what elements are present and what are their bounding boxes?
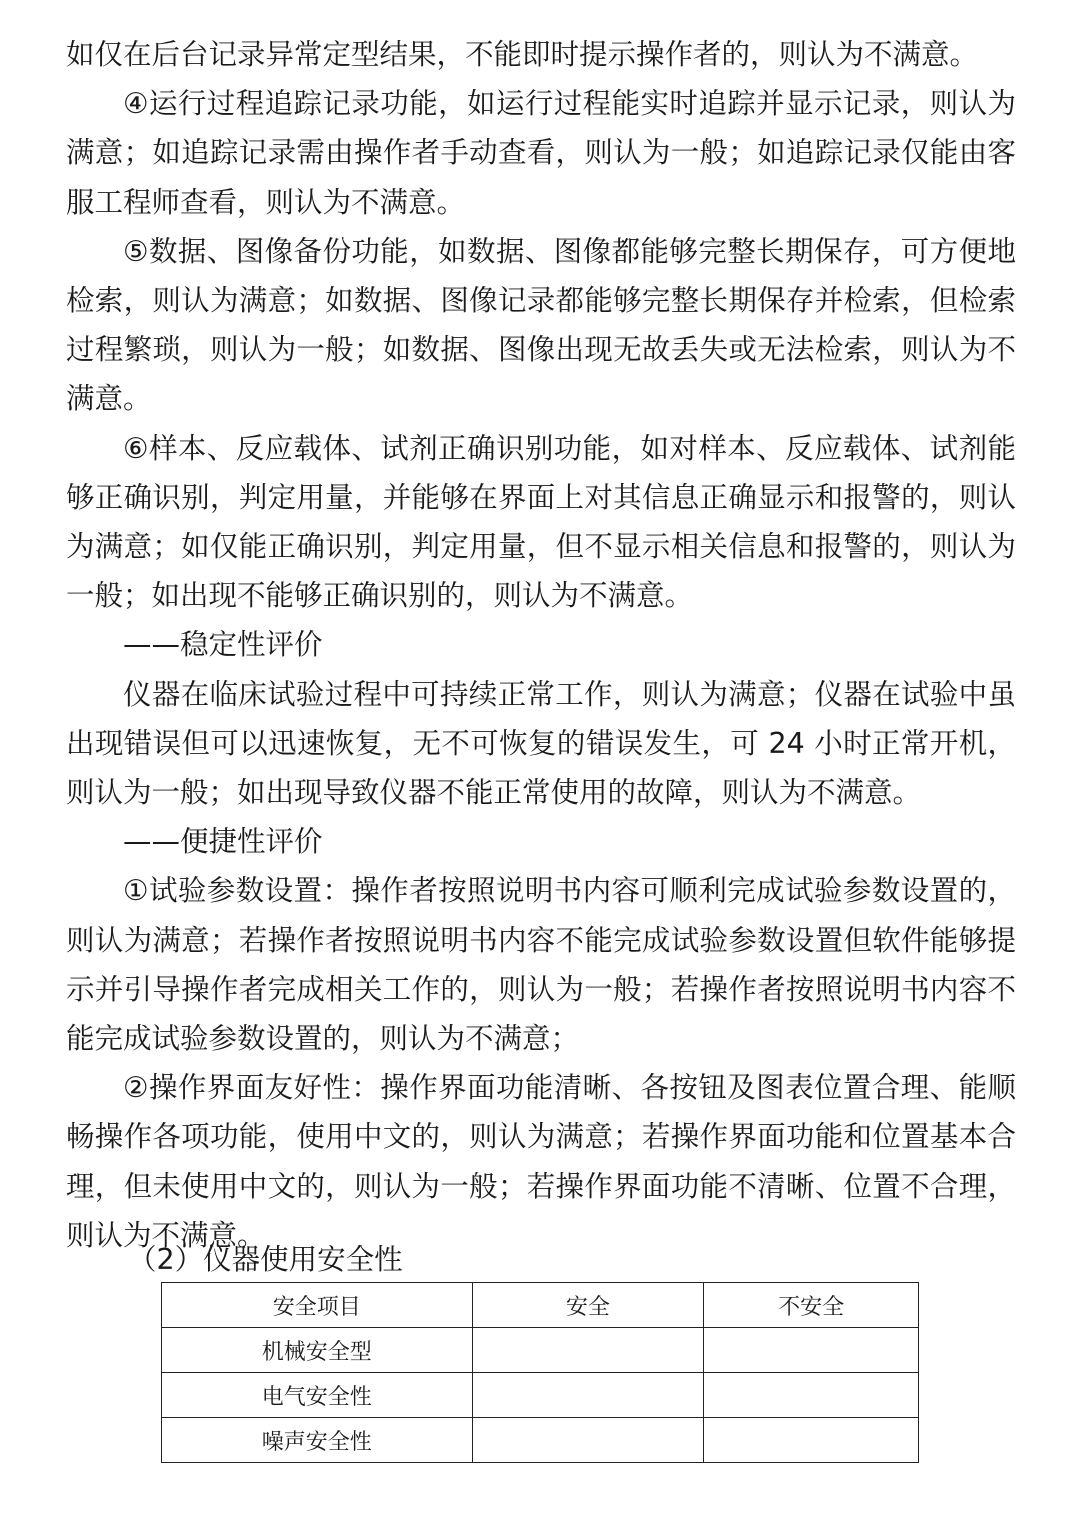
table-cell: 机械安全型 bbox=[162, 1328, 473, 1373]
table-cell bbox=[472, 1328, 704, 1373]
table-cell bbox=[704, 1328, 919, 1373]
paragraph-stability: 仪器在临床试验过程中可持续正常工作，则认为满意；仪器在试验中虽出现错误但可以迅速恢复，无不可恢复的错误发生，可 24 小时正常开机，则认为一般；如出现导致仪器不能正常使用的故障，则认为不满意。 bbox=[66, 677, 1016, 810]
table-cell: 噪声安全性 bbox=[162, 1418, 473, 1463]
subheading-stability: ——稳定性评价 bbox=[123, 628, 323, 662]
paragraph-continuation: 如仅在后台记录异常定型结果，不能即时提示操作者的，则认为不满意。 bbox=[66, 38, 979, 71]
table-row bbox=[162, 1373, 919, 1418]
body-text bbox=[66, 30, 1016, 1260]
table-cell bbox=[704, 1373, 919, 1418]
table-header-cell: 安全 bbox=[472, 1283, 704, 1328]
table-cell bbox=[704, 1418, 919, 1463]
table-header-cell: 不安全 bbox=[704, 1283, 919, 1328]
section-heading: （2）仪器使用安全性 bbox=[128, 1243, 403, 1276]
paragraph-data-backup: ⑤数据、图像备份功能，如数据、图像都能够完整长期保存，可方便地检索，则认为满意；如数据、图像记录都能够完整长期保存并检索，但检索过程繁琐，则认为一般；如数据、图像出现无故丢失或无法检索，则认为不满意。 bbox=[66, 234, 1016, 416]
paragraph-interface-friendliness: ②操作界面友好性：操作界面功能清晰、各按钮及图表位置合理、能顺畅操作各项功能，使用中文的，则认为满意；若操作界面功能和位置基本合理，但未使用中文的，则认为一般；若操作界面功能不清晰、位置不合理，则认为不满意。 bbox=[66, 1071, 1016, 1252]
safety-table bbox=[161, 1282, 919, 1463]
table-row bbox=[162, 1328, 919, 1373]
table-cell bbox=[472, 1418, 704, 1463]
table-cell: 电气安全性 bbox=[162, 1373, 473, 1418]
table-header-row bbox=[162, 1283, 919, 1328]
table-row bbox=[162, 1418, 919, 1463]
table-header-cell: 安全项目 bbox=[162, 1283, 473, 1328]
paragraph-parameter-setting: ①试验参数设置：操作者按照说明书内容可顺利完成试验参数设置的，则认为满意；若操作者按照说明书内容不能完成试验参数设置但软件能够提示并引导操作者完成相关工作的，则认为一般；若操作者按照说明书内容不能完成试验参数设置的，则认为不满意； bbox=[66, 874, 1016, 1056]
subheading-convenience: ——便捷性评价 bbox=[123, 825, 323, 859]
paragraph-tracking-record: ④运行过程追踪记录功能，如运行过程能实时追踪并显示记录，则认为满意；如追踪记录需由操作者手动查看，则认为一般；如追踪记录仅能由客服工程师查看，则认为不满意。 bbox=[66, 87, 1016, 219]
table-cell bbox=[472, 1373, 704, 1418]
paragraph-sample-identification: ⑥样本、反应载体、试剂正确识别功能，如对样本、反应载体、试剂能够正确识别，判定用量，并能够在界面上对其信息正确显示和报警的，则认为满意；如仅能正确识别，判定用量，但不显示相关信息和报警的，则认为一般；如出现不能够正确识别的，则认为不满意。 bbox=[66, 431, 1016, 613]
